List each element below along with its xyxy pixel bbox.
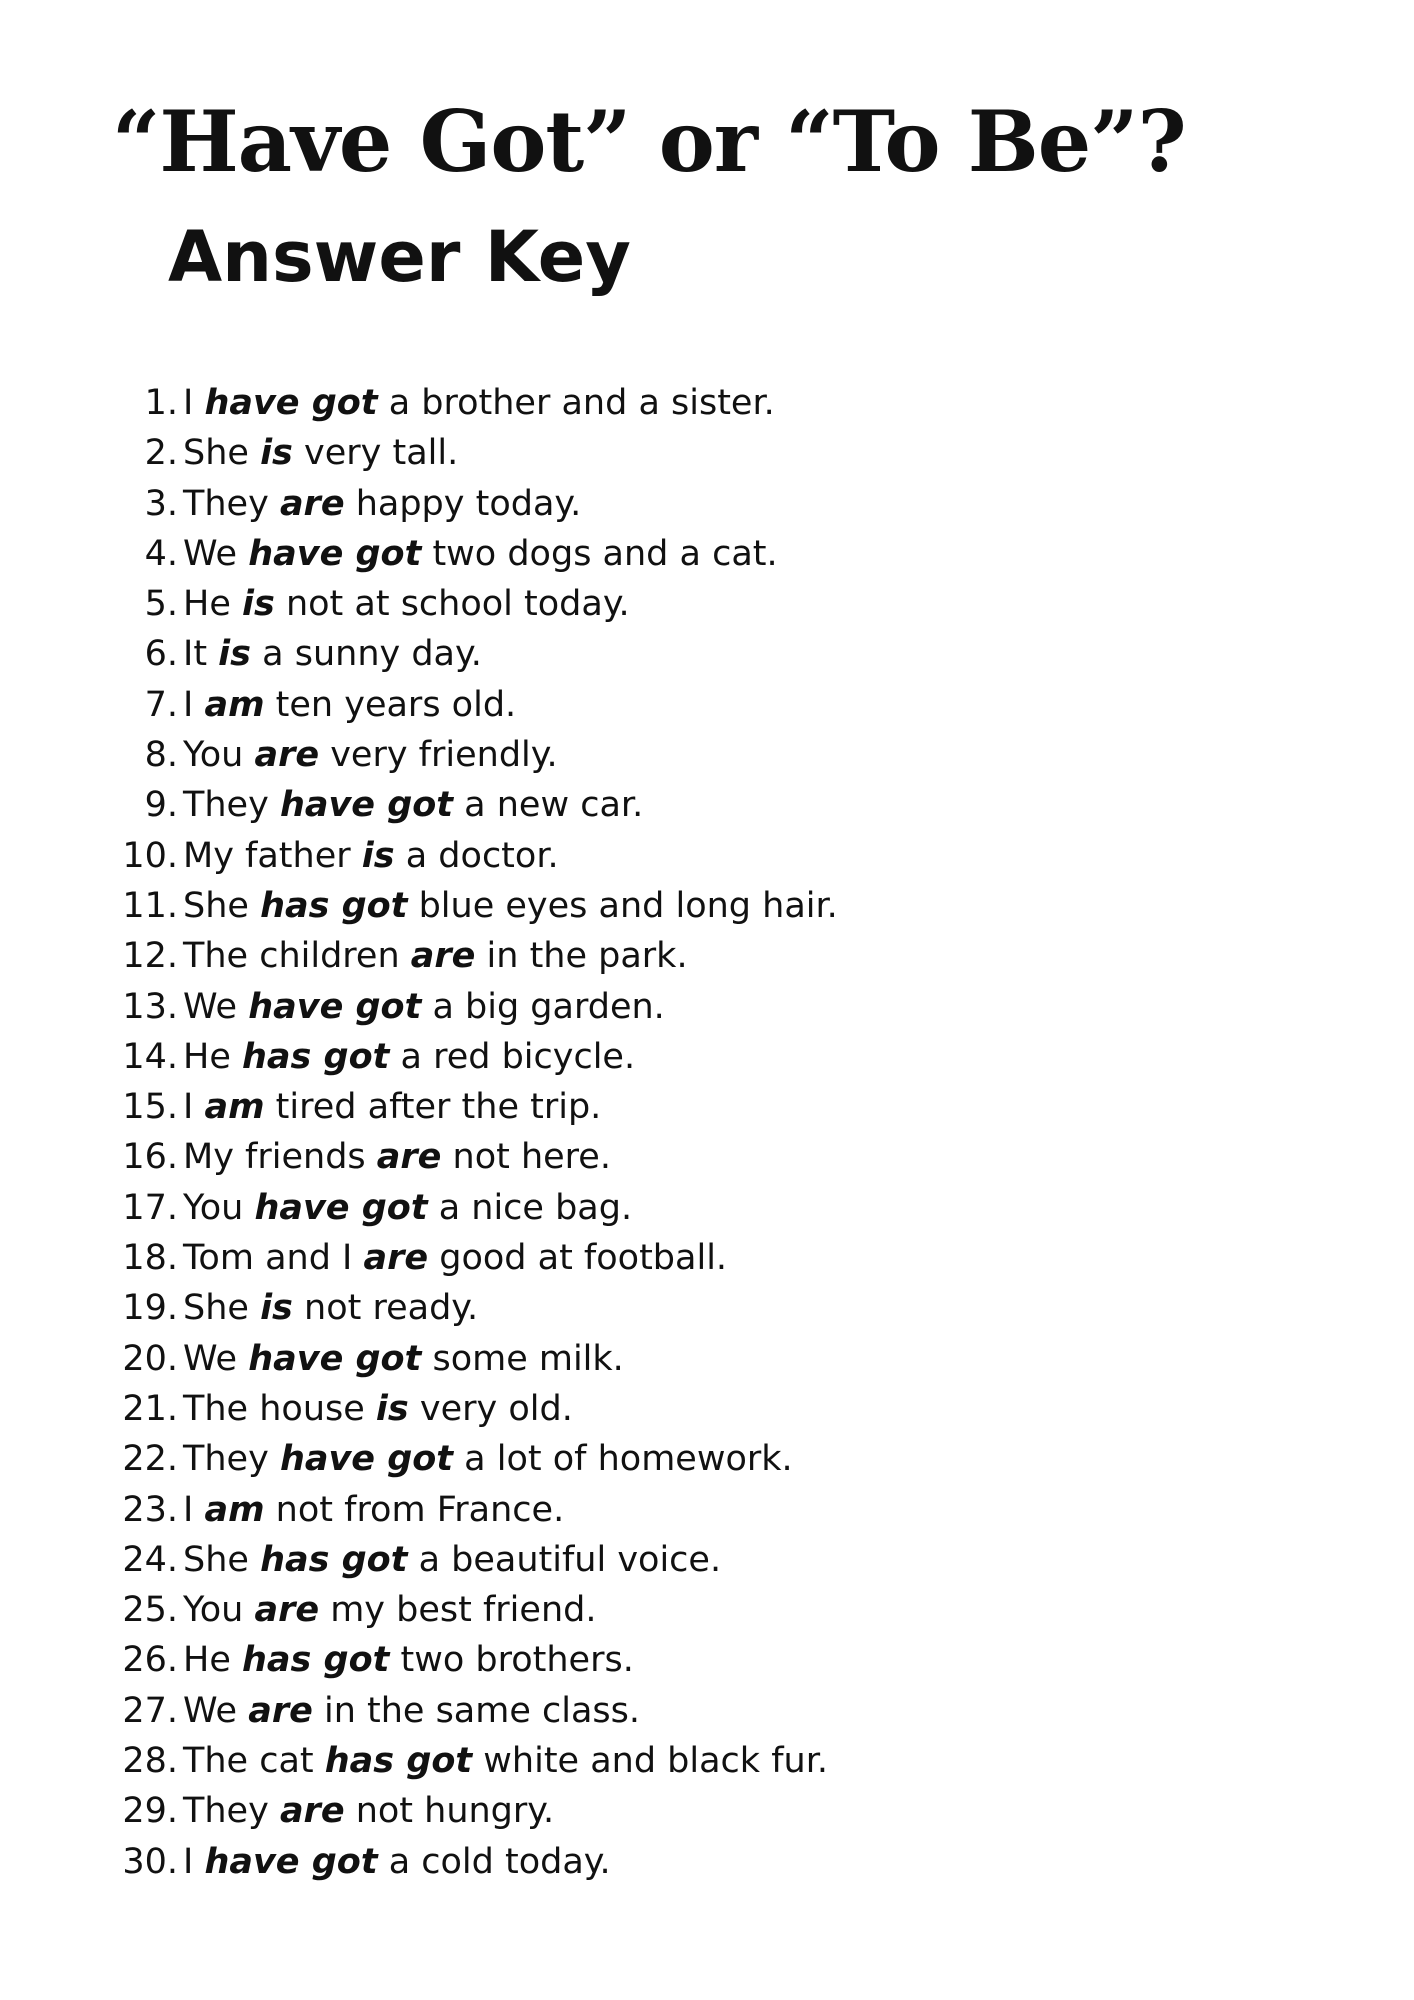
answer-verb: have got — [204, 383, 378, 423]
sentence-start: You — [183, 1187, 255, 1228]
sentence-end: some milk. — [421, 1338, 624, 1379]
item-number: 12. — [122, 936, 178, 977]
answer-verb: have got — [248, 533, 422, 574]
answer-sentence — [183, 1334, 624, 1384]
answer-sentence — [183, 1786, 554, 1836]
item-number: 2. — [144, 433, 178, 474]
item-number: 18. — [122, 1238, 178, 1279]
answer-sentence — [183, 428, 458, 478]
answer-verb: has got — [324, 1741, 473, 1782]
answer-verb: has got — [260, 1539, 408, 1580]
answer-verb: are — [376, 1137, 442, 1178]
sentence-start: I — [183, 1489, 205, 1530]
sentence-start: He — [183, 584, 242, 625]
sentence-end: very old. — [408, 1388, 573, 1429]
item-number: 14. — [122, 1036, 178, 1077]
sentence-start: He — [183, 1640, 242, 1681]
item-number: 16. — [122, 1137, 178, 1178]
answer-verb: are — [279, 1791, 345, 1832]
answer-sentence — [183, 378, 775, 428]
item-number: 7. — [144, 684, 178, 725]
sentence-end: my best friend. — [319, 1590, 597, 1631]
item-number: 1. — [144, 383, 178, 423]
answer-verb: is — [361, 835, 395, 876]
sentence-end: not from France. — [264, 1489, 565, 1530]
answer-sentence — [183, 629, 482, 679]
item-number: 19. — [122, 1288, 178, 1329]
item-number: 15. — [122, 1087, 178, 1128]
answer-verb: are — [254, 735, 320, 776]
answer-verb: are — [410, 936, 476, 977]
item-number: 3. — [144, 483, 178, 524]
item-number: 24. — [122, 1539, 178, 1580]
sentence-end: a sunny day. — [251, 634, 482, 675]
sentence-end: in the park. — [475, 936, 688, 977]
page-subtitle: Answer Key — [168, 216, 631, 298]
sentence-end: two dogs and a cat. — [421, 533, 778, 574]
answer-sentence — [183, 1736, 828, 1786]
answer-sentence — [183, 1434, 793, 1484]
sentence-start: I — [183, 684, 205, 725]
item-number: 22. — [122, 1439, 178, 1480]
sentence-end: a cold today. — [377, 1841, 611, 1882]
answer-sentence — [183, 1686, 640, 1736]
page-title: “Have Got” or “To Be”? — [112, 92, 1186, 191]
item-number: 4. — [144, 533, 178, 574]
item-number: 20. — [122, 1338, 178, 1379]
item-number: 23. — [122, 1489, 178, 1530]
item-number: 9. — [144, 785, 178, 826]
answer-verb: is — [241, 584, 275, 625]
item-number: 28. — [122, 1741, 178, 1782]
sentence-start: She — [183, 1539, 261, 1580]
sentence-start: She — [183, 433, 261, 474]
answer-sentence — [183, 1233, 727, 1283]
answer-sentence — [183, 579, 630, 629]
answer-verb: am — [204, 1087, 265, 1128]
answer-verb: is — [260, 1288, 293, 1329]
item-number: 21. — [122, 1388, 178, 1429]
sentence-start: They — [183, 785, 280, 826]
answer-verb: are — [254, 1590, 320, 1631]
sentence-end: happy today. — [344, 483, 582, 524]
sentence-end: a beautiful voice. — [407, 1539, 722, 1580]
sentence-end: not here. — [441, 1137, 611, 1178]
sentence-start: Tom and I — [183, 1238, 364, 1279]
answer-sentence — [183, 1535, 721, 1585]
sentence-start: She — [183, 885, 261, 926]
answer-sentence — [183, 1384, 573, 1434]
answer-sentence — [183, 931, 688, 981]
answer-verb: have got — [254, 1187, 428, 1228]
answer-sentence — [183, 831, 559, 881]
answer-sentence — [183, 1283, 478, 1333]
item-number: 17. — [122, 1187, 178, 1228]
answer-sentence — [183, 529, 778, 579]
answer-verb: have got — [279, 785, 454, 826]
sentence-end: a new car. — [453, 785, 644, 826]
sentence-start: My father — [183, 835, 362, 876]
sentence-start: They — [183, 1791, 280, 1832]
answer-verb: have got — [279, 1439, 454, 1480]
sentence-end: very friendly. — [319, 735, 558, 776]
answer-sentence — [183, 982, 665, 1032]
sentence-start: We — [183, 533, 249, 574]
answer-sentence — [183, 680, 516, 730]
answer-verb: am — [204, 684, 265, 725]
answer-verb: is — [260, 433, 293, 474]
sentence-end: very tall. — [292, 433, 459, 474]
answer-sentence — [183, 1183, 632, 1233]
answer-verb: have got — [204, 1841, 378, 1882]
sentence-start: I — [183, 1087, 205, 1128]
sentence-end: a big garden. — [421, 986, 665, 1027]
item-number: 6. — [144, 634, 178, 675]
answer-verb: have got — [248, 986, 422, 1027]
sentence-end: a lot of homework. — [453, 1439, 793, 1480]
sentence-start: He — [183, 1036, 242, 1077]
sentence-start: We — [183, 986, 249, 1027]
sentence-start: You — [183, 1590, 255, 1631]
item-number: 10. — [122, 835, 178, 876]
sentence-end: a nice bag. — [427, 1187, 633, 1228]
sentence-start: I — [183, 1841, 205, 1882]
item-number: 30. — [122, 1841, 178, 1882]
sentence-start: You — [183, 735, 255, 776]
sentence-end: a red bicycle. — [389, 1036, 636, 1077]
sentence-start: They — [183, 483, 280, 524]
answer-verb: is — [375, 1388, 409, 1429]
item-number: 5. — [144, 584, 178, 625]
sentence-end: not at school today. — [274, 584, 630, 625]
answer-verb: am — [204, 1489, 265, 1530]
answer-verb: has got — [241, 1640, 390, 1681]
sentence-end: a doctor. — [394, 835, 559, 876]
sentence-start: It — [183, 634, 219, 675]
sentence-start: We — [183, 1690, 249, 1731]
sentence-end: not hungry. — [344, 1791, 555, 1832]
sentence-start: My friends — [183, 1137, 377, 1178]
answer-sentence — [183, 1485, 564, 1535]
sentence-start: I — [183, 383, 205, 423]
sentence-start: The house — [183, 1388, 376, 1429]
answer-verb: are — [363, 1238, 429, 1279]
item-number: 26. — [122, 1640, 178, 1681]
item-number: 27. — [122, 1690, 178, 1731]
answer-sentence — [183, 479, 581, 529]
answer-sentence — [183, 1082, 601, 1132]
item-number: 29. — [122, 1791, 178, 1832]
sentence-end: tired after the trip. — [264, 1087, 602, 1128]
sentence-start: The cat — [183, 1741, 325, 1782]
sentence-start: She — [183, 1288, 261, 1329]
sentence-end: good at football. — [428, 1238, 728, 1279]
answer-sentence — [183, 881, 838, 931]
answer-sentence — [183, 730, 558, 780]
answer-sentence — [183, 1032, 635, 1082]
answer-verb: has got — [260, 885, 408, 926]
sentence-end: white and black fur. — [472, 1741, 829, 1782]
sentence-end: in the same class. — [312, 1690, 641, 1731]
sentence-end: not ready. — [292, 1288, 479, 1329]
sentence-end: a brother and a sister. — [377, 383, 775, 423]
sentence-end: two brothers. — [389, 1640, 634, 1681]
answer-verb: have got — [248, 1338, 422, 1379]
item-number: 8. — [144, 735, 178, 776]
answer-verb: are — [279, 483, 345, 524]
item-number: 13. — [122, 986, 178, 1027]
sentence-end: ten years old. — [264, 684, 517, 725]
answer-sentence — [183, 780, 643, 830]
sentence-start: They — [183, 1439, 280, 1480]
answer-sentence — [183, 1132, 611, 1182]
sentence-start: The children — [183, 936, 411, 977]
answer-sentence — [183, 1635, 634, 1685]
answer-verb: are — [248, 1690, 313, 1731]
item-number: 11. — [122, 885, 178, 926]
answer-sentence — [183, 1837, 611, 1887]
answer-sentence — [183, 1585, 596, 1635]
sentence-start: We — [183, 1338, 249, 1379]
answer-verb: is — [218, 634, 252, 675]
answer-verb: has got — [241, 1036, 390, 1077]
item-number: 25. — [122, 1590, 178, 1631]
sentence-end: blue eyes and long hair. — [407, 885, 838, 926]
